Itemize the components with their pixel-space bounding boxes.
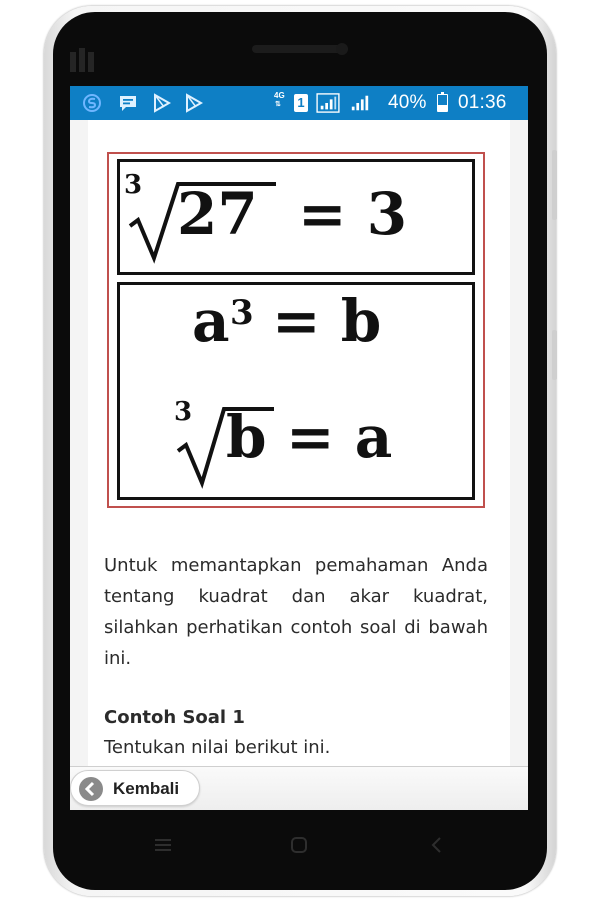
formula-box-cube-definition (117, 282, 475, 500)
example-question: Tentukan nilai berikut ini. (104, 737, 331, 758)
battery-percent: 40% (388, 92, 427, 113)
chat-icon (118, 93, 138, 117)
root-index: 3 (124, 170, 143, 200)
network-type-label: 4G (274, 91, 285, 100)
result: = 3 (298, 180, 408, 248)
formula-box-cube-root-27 (117, 159, 475, 275)
result: = b (272, 287, 382, 355)
home-icon[interactable] (290, 836, 308, 854)
battery-icon (437, 94, 448, 112)
example-heading: Contoh Soal 1 (104, 707, 245, 728)
root-index: 3 (174, 397, 193, 427)
article-paragraph: Untuk memantapkan pemahaman Anda tentang kuadrat dan akar kuadrat, silahkan perhatikan contoh soal di bawah ini. (104, 555, 488, 669)
back-button-label: Kembali (113, 779, 180, 798)
play-store-icon (184, 93, 204, 117)
power-button (552, 330, 557, 380)
back-button[interactable] (70, 770, 200, 806)
bottom-toolbar (70, 766, 528, 810)
data-arrows-icon: ⇅ (275, 101, 281, 108)
exponent: 3 (230, 293, 254, 333)
formula-image (107, 152, 485, 508)
base: a (192, 287, 230, 355)
play-store-icon (152, 93, 172, 117)
article-content (88, 120, 510, 770)
mi-logo-icon (66, 44, 106, 74)
signal-strength-icon (348, 93, 372, 113)
signal-strength-icon (316, 93, 340, 113)
volume-button (552, 150, 557, 220)
back-icon[interactable] (428, 836, 446, 854)
chevron-left-icon (79, 777, 103, 801)
app-s-icon (82, 93, 102, 117)
phone-screen (70, 86, 528, 810)
menu-icon[interactable] (154, 836, 172, 854)
radicand: b (226, 403, 267, 471)
result: = a (286, 403, 393, 471)
sim-slot-badge: 1 (294, 94, 308, 112)
front-camera (336, 43, 348, 55)
status-bar (70, 86, 528, 120)
radicand: 27 (177, 180, 258, 248)
earpiece-speaker (252, 45, 348, 53)
clock: 01:36 (458, 92, 507, 113)
